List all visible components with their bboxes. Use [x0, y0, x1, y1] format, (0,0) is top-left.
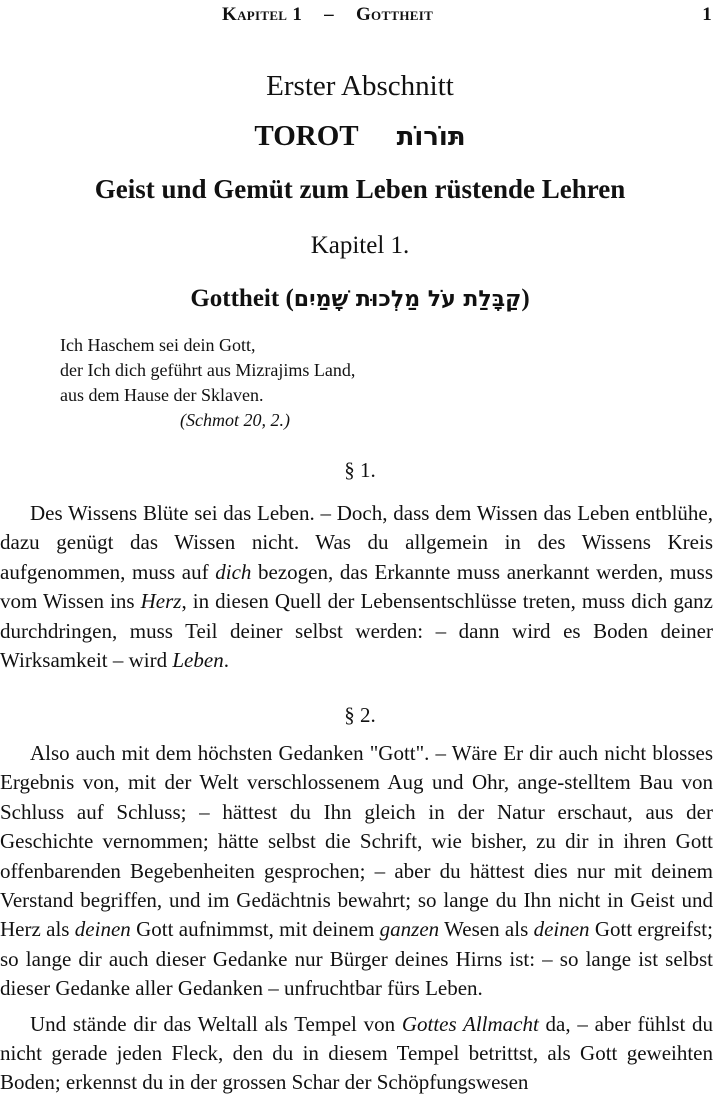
text-run: Und stände dir das Weltall als Tempel von — [30, 1011, 402, 1036]
torot-latin: TOROT — [254, 120, 359, 152]
motto — [60, 333, 355, 433]
motto-line: Ich Haschem sei dein Gott, — [60, 335, 256, 355]
text-run: Gott ergreifst; so lange dir auch dieser Gedanke nur Bürger deines Hirns ist: – so lange ist selbst dieser Gedanke aller Gedanken – unfruchtbar fürs Leben. — [0, 917, 713, 1001]
text-run: Wesen als — [439, 917, 534, 942]
motto-line: aus dem Hause der Sklaven. — [60, 385, 264, 405]
chapter-title-name: Gottheit — [190, 285, 280, 312]
chapter-title-close: ) — [521, 285, 530, 312]
text-run: Also auch mit dem höchsten Gedanken "Gott". – Wäre Er dir auch nicht blosses Ergebnis von, mit der Welt verschlossenem Aug und Ohr, ange-stelltem Bau von Schluss auf Schluss; – hättest du Ihn gleich in der Natur erschaut, aus der Geschichte vernommen; hätte selbst die Schrift, wie bisher, zu dir in ihren Gott offenbarenden Begebenheiten gesprochen; – aber du hättest dies nur mit deinem Verstand begriffen, und im Gedächtnis bewahrt; so lange du Ihn nicht in Geist und Herz als — [0, 741, 713, 942]
header-topic: Gottheit — [355, 4, 434, 25]
section-title: Erster Abschnitt — [266, 70, 454, 102]
text-run: Des Wissens Blüte sei das Leben. – Doch, dass dem Wissen das Leben entblühe, dazu genügt das Wissen nicht. Was du allgemein in des Wissens Kreis aufgenommen, muss auf — [0, 501, 713, 584]
header-chapter-label: Kapitel 1 — [222, 4, 303, 25]
paragraph-mark-2: § 2. — [344, 703, 376, 727]
emphasis: Leben — [172, 648, 224, 673]
text-run: . — [223, 648, 229, 673]
torot-hebrew: תּוֹרוֹת — [396, 122, 466, 152]
text-run: , in diesen Quell der Lebensentschlüsse treten, muss dich ganz durchdringen, muss Teil deiner selbst werden: – dann wird es Boden deiner Wirksamkeit – wird — [0, 589, 713, 673]
paragraph-2b-text — [0, 1010, 713, 1098]
emphasis: deinen — [533, 917, 590, 942]
text-run: da, – aber fühlst du nicht gerade jeden Fleck, den du in diesem Tempel betrittst, als Gott geweihten Boden; erkennst du in der grossen Schar der Schöpfungswesen — [0, 1011, 714, 1095]
page-number: 1 — [702, 4, 712, 25]
chapter-title-hebrew: קַבָּלַת עֹל מַלְכוּת שָׁמַיִם — [293, 287, 522, 312]
paragraph-1-text — [0, 499, 713, 675]
emphasis: Herz — [140, 589, 182, 614]
paragraph-2a-text — [0, 739, 713, 1004]
paragraph-1 — [0, 499, 713, 675]
emphasis: dich — [215, 559, 252, 584]
chapter-heading: Kapitel 1. — [310, 232, 410, 259]
chapter-title — [0, 285, 720, 313]
torot-heading — [0, 120, 720, 153]
motto-line: der Ich dich geführt aus Mizrajims Land, — [60, 360, 356, 380]
text-run: Gott aufnimmst, mit deinem — [130, 917, 380, 942]
running-header — [0, 4, 720, 28]
paragraph-mark-1: § 1. — [344, 458, 376, 482]
emphasis: Gottes Allmacht — [401, 1011, 539, 1036]
chapter-title-open: ( — [279, 285, 294, 312]
motto-source: (Schmot 20, 2.) — [180, 410, 290, 430]
section-subtitle: Geist und Gemüt zum Leben rüstende Lehren — [94, 174, 626, 204]
header-separator: – — [324, 4, 334, 25]
emphasis: deinen — [74, 917, 131, 942]
emphasis: ganzen — [379, 917, 440, 942]
header-left — [222, 4, 433, 26]
text-run: bezogen, das Erkannte muss anerkannt werden, muss vom Wissen ins — [0, 559, 713, 614]
paragraph-2 — [0, 739, 713, 1098]
